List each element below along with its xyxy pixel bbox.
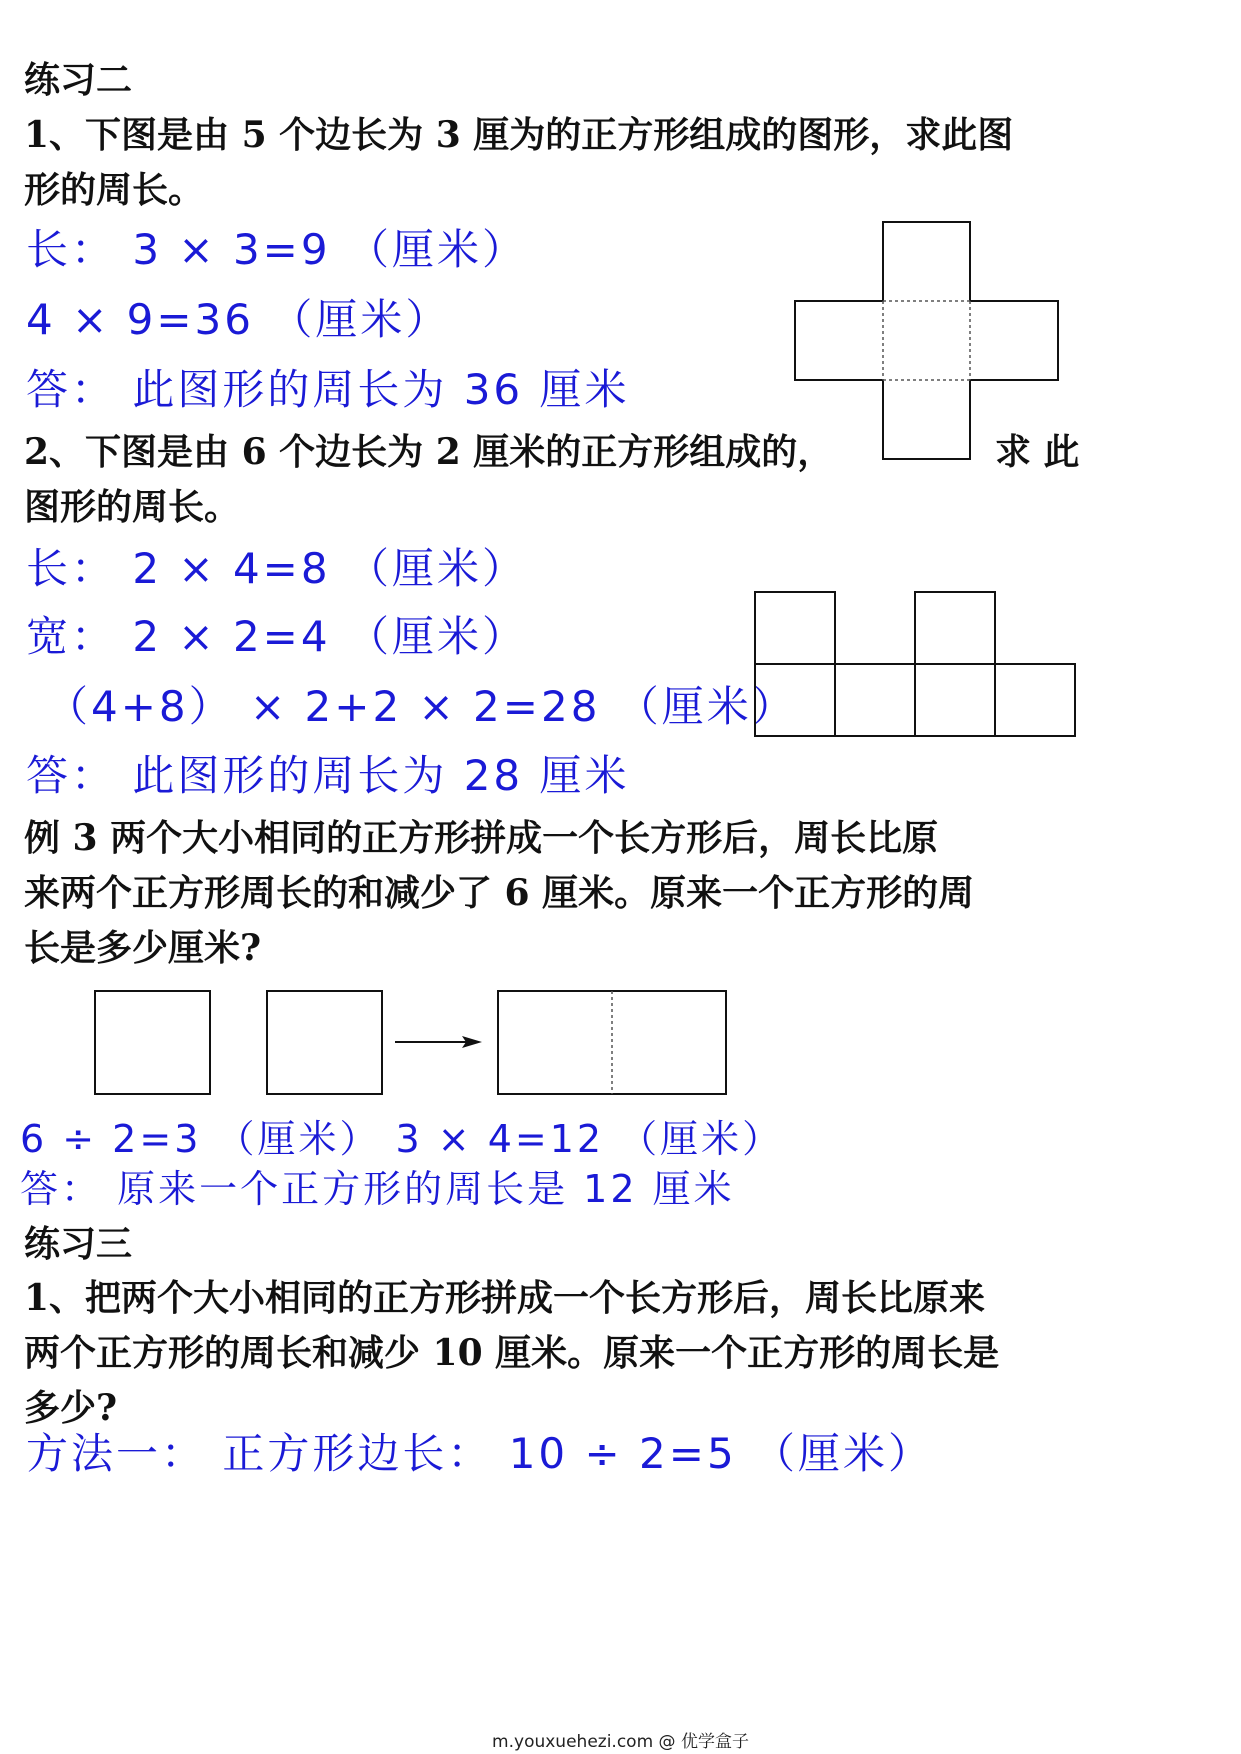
cross-shape-figure	[790, 218, 1065, 466]
example-3-text-line-2: 来两个正方形周长的和减少了 6 厘米。原来一个正方形的周	[24, 872, 975, 914]
question-1-text-line-1: 1、下图是由 5 个边长为 3 厘为的正方形组成的图形，求此图	[24, 114, 1014, 156]
answer-2-step-3: （4+8） × 2+2 × 2=28 （厘米）	[46, 682, 797, 731]
answer-2-conclusion: 答： 此图形的周长为 28 厘米	[26, 751, 630, 800]
practice-3-question-1-line-2: 两个正方形的周长和减少 10 厘米。原来一个正方形的周长是	[24, 1332, 1000, 1374]
six-squares-figure	[750, 587, 1080, 739]
answer-2-step-1: 长： 2 × 4=8 （厘米）	[26, 544, 527, 593]
question-2-text-line-2: 图形的周长。	[24, 486, 241, 528]
question-2-text-line-1-end: 求 此	[995, 431, 1080, 473]
answer-1-conclusion: 答： 此图形的周长为 36 厘米	[26, 365, 630, 414]
example-3-text-line-1: 例 3 两个大小相同的正方形拼成一个长方形后，周长比原	[24, 817, 939, 859]
example-3-answer-calculation: 6 ÷ 2=3 （厘米） 3 × 4=12 （厘米）	[20, 1117, 784, 1161]
practice-3-question-1-line-3: 多少?	[24, 1387, 118, 1429]
question-2-text-line-1: 2、下图是由 6 个边长为 2 厘米的正方形组成的，	[24, 431, 834, 473]
practice-3-answer-method-1: 方法一： 正方形边长： 10 ÷ 2=5 （厘米）	[26, 1429, 934, 1478]
answer-2-step-2: 宽： 2 × 2=4 （厘米）	[26, 612, 527, 661]
answer-1-step-2: 4 × 9=36 （厘米）	[26, 295, 451, 344]
question-1-text-line-2: 形的周长。	[24, 169, 205, 211]
answer-1-step-1: 长： 3 × 3=9 （厘米）	[26, 225, 527, 274]
example-3-answer-conclusion: 答： 原来一个正方形的周长是 12 厘米	[20, 1167, 735, 1211]
section-heading-practice-3: 练习三	[24, 1223, 133, 1265]
practice-3-question-1-line-1: 1、把两个大小相同的正方形拼成一个长方形后，周长比原来	[24, 1277, 986, 1319]
example-3-text-line-3: 长是多少厘米?	[24, 927, 262, 969]
two-squares-to-rectangle-figure	[90, 986, 735, 1098]
section-heading-practice-2: 练习二	[24, 59, 133, 101]
footer-watermark: m.youxuehezi.com @ 优学盒子	[492, 1732, 749, 1752]
